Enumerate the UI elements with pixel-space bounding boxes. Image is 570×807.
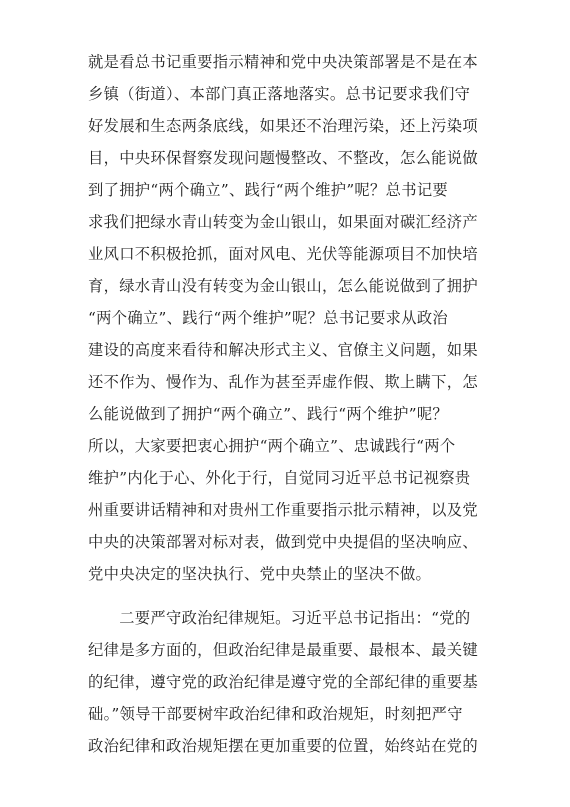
text-line: 础。”领导干部要树牢政治纪律和政治规矩，时刻把严守 — [88, 705, 463, 723]
text-line: 好发展和生态两条底线，如果还不治理污染，还上污染项 — [88, 117, 478, 135]
text-line: 还不作为、慢作为、乱作为甚至弄虚作假、欺上瞒下，怎 — [88, 373, 478, 391]
text-line: 的纪律，遵守党的政治纪律是遵守党的全部纪律的重要基 — [88, 673, 478, 691]
text-line: 就是看总书记重要指示精神和党中央决策部署是不是在本 — [88, 53, 478, 71]
text-line: 州重要讲话精神和对贵州工作重要指示批示精神，以及党 — [88, 501, 478, 519]
text-line: 到了拥护“两个确立”、践行“两个维护”呢？总书记要 — [88, 181, 449, 199]
text-line: 中央的决策部署对标对表，做到党中央提倡的坚决响应、 — [88, 533, 478, 551]
text-line: 求我们把绿水青山转变为金山银山，如果面对碳汇经济产 — [88, 213, 478, 231]
text-line: 政治纪律和政治规矩摆在更加重要的位置，始终站在党的 — [88, 737, 478, 755]
text-line: “两个确立”、践行“两个维护”呢？总书记要求从政治 — [88, 309, 449, 327]
text-line: 维护”内化于心、外化于行，自觉同习近平总书记视察贵 — [88, 469, 471, 487]
text-line: 建设的高度来看待和解决形式主义、官僚主义问题，如果 — [88, 341, 478, 359]
text-line: 目，中央环保督察发现问题慢整改、不整改，怎么能说做 — [88, 149, 478, 167]
text-line: 业风口不积极抢抓，面对风电、光伏等能源项目不加快培 — [88, 245, 478, 263]
text-line: 么能说做到了拥护“两个确立”、践行“两个维护”呢？ — [88, 405, 449, 423]
text-line: 育，绿水青山没有转变为金山银山，怎么能说做到了拥护 — [88, 277, 478, 295]
text-line: 乡镇（街道）、本部门真正落地落实。总书记要求我们守 — [88, 85, 471, 103]
text-line: 党中央决定的坚决执行、党中央禁止的坚决不做。 — [88, 565, 432, 583]
text-line: 二要严守政治纪律规矩。习近平总书记指出：“党的 — [88, 609, 471, 627]
text-line: 纪律是多方面的，但政治纪律是最重要、最根本、最关键 — [88, 641, 478, 659]
text-line: 所以，大家要把衷心拥护“两个确立”、忠诚践行“两个 — [88, 437, 456, 455]
